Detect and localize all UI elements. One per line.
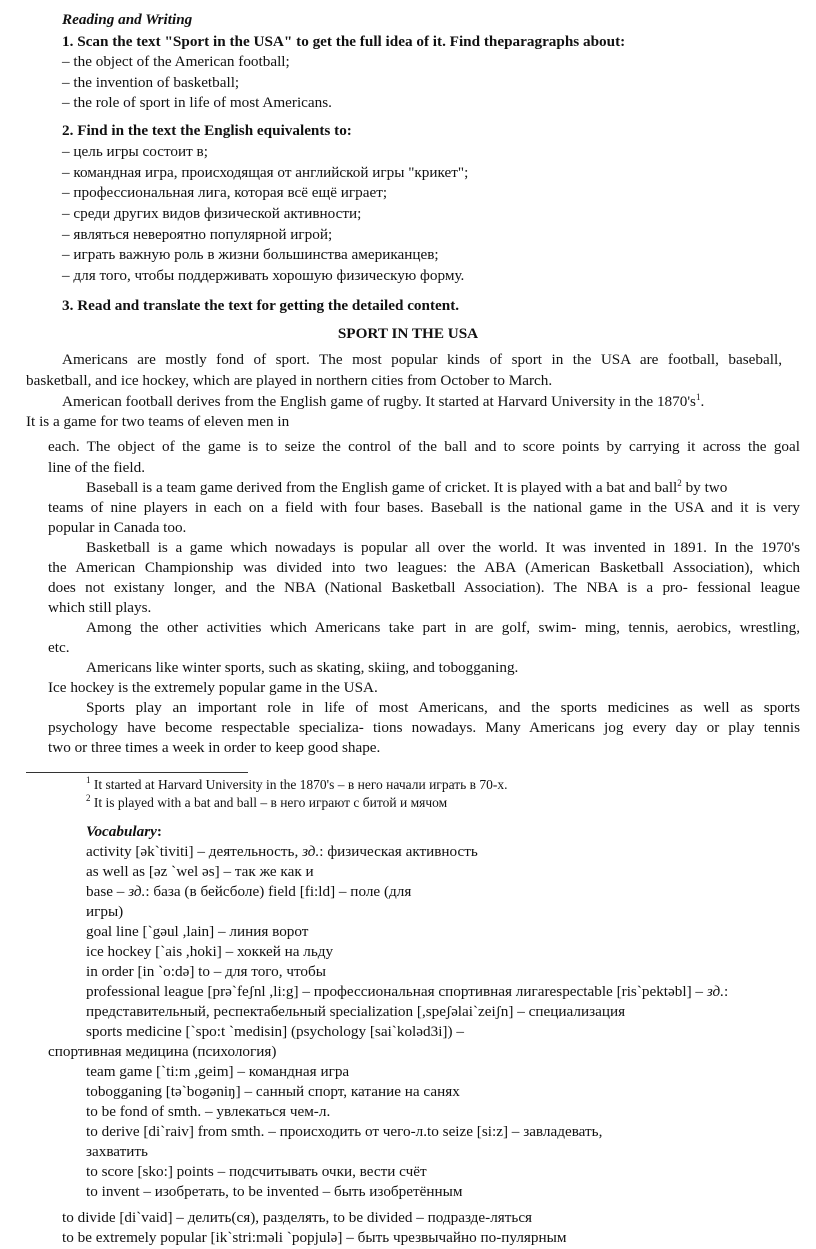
vocab-line — [86, 982, 728, 1002]
vocab-line: to be fond of smth. – увлекаться чем-л. — [86, 1103, 331, 1120]
vocab-line: as well as [əz `wel əs] – так же как и — [86, 863, 314, 880]
article-line: psychology have become respectable specializa- tions nowadays. Many Americans jog every day or play tennis — [48, 719, 800, 736]
vocab-line: спортивная медицина (психология) — [48, 1043, 277, 1060]
vocab-line — [86, 842, 478, 862]
vocab-line: to be extremely popular [ik`stri:məli `popjulə] – быть чрезвычайно по-пулярным — [62, 1229, 567, 1246]
footnote — [86, 775, 508, 795]
article-line: basketball, and ice hockey, which are played in northern cities from October to March. — [26, 372, 553, 389]
task-2-heading: 2. Find in the text the English equivalents to: — [62, 122, 352, 139]
article-line — [62, 392, 704, 412]
task-3-heading: 3. Read and translate the text for getting the detailed content. — [62, 297, 460, 314]
vocab-line: ice hockey [`ais ,hoki] – хоккей на льду — [86, 943, 334, 960]
footnote-mark: 2 — [86, 793, 91, 803]
task-1-item: – the invention of basketball; — [62, 74, 240, 91]
article-line: the American Championship was divided into two leagues: the ABA (American Basketball Association), which — [48, 559, 800, 576]
footnote — [86, 793, 447, 813]
section-title: Reading and Writing — [62, 11, 193, 28]
footnote-rule — [26, 772, 248, 773]
article-line: Sports play an important role in life of most Americans, and the sports medicines as well as sports — [86, 699, 800, 716]
vocab-abbrev: зд. — [706, 983, 725, 1000]
vocab-line: to derive [di`raiv] from smth. – происходить от чего-л.to seize [si:z] – завладевать, — [86, 1123, 603, 1140]
article-text: . — [700, 393, 705, 410]
vocabulary-title-colon: : — [156, 823, 162, 840]
article-text: Baseball is a team game derived from the English game of cricket. It is played with a bat and ball — [86, 479, 678, 496]
vocab-line: представительный, респектабельный specialization [,speʃəlai`zeiʃn] – специализация — [86, 1003, 626, 1020]
task-2-item: – играть важную роль в жизни большинства американцев; — [62, 246, 439, 263]
vocab-line: to divide [di`vaid] – делить(ся), разделять, to be divided – подразде-ляться — [62, 1209, 533, 1226]
vocab-text: : физическая активность — [319, 843, 478, 860]
task-2-item: – профессиональная лига, которая всё ещё играет; — [62, 184, 388, 201]
article-line: Americans like winter sports, such as skating, skiing, and tobogganing. — [86, 659, 519, 676]
vocab-line: tobogganing [tə`bogəniŋ] – санный спорт, катание на санях — [86, 1083, 460, 1100]
article-line: teams of nine players in each on a field with four bases. Baseball is the national game in the USA and it is very — [48, 499, 800, 516]
article-line: Among the other activities which Americans take part in are golf, swim- ming, tennis, aerobics, wrestling, — [86, 619, 800, 636]
article-title: SPORT IN THE USA — [337, 325, 479, 342]
vocab-line — [86, 882, 411, 902]
article-line — [86, 478, 727, 498]
task-2-item: – для того, чтобы поддерживать хорошую физическую форму. — [62, 267, 465, 284]
task-1-item: – the role of sport in life of most Americans. — [62, 94, 332, 111]
task-1-item: – the object of the American football; — [62, 53, 290, 70]
article-line: It is a game for two teams of eleven men in — [26, 413, 290, 430]
article-line: each. The object of the game is to seize the control of the ball and to score points by carrying it across the goal — [48, 438, 800, 455]
article-line: line of the field. — [48, 459, 145, 476]
article-line: Americans are mostly fond of sport. The most popular kinds of sport in the USA are football, baseball, — [62, 351, 782, 368]
vocab-line: игры) — [86, 903, 124, 920]
vocab-abbrev: зд. — [128, 883, 146, 900]
article-line: two or three times a week in order to keep good shape. — [48, 739, 381, 756]
article-line: which still plays. — [48, 599, 152, 616]
footnote-text: It is played with a bat and ball – в него играют с битой и мячом — [90, 795, 448, 810]
vocabulary-title-text: Vocabulary — [86, 823, 157, 840]
footnote-text: It started at Harvard University in the 1870's – в него начали играть в 70-х. — [90, 777, 508, 792]
vocab-abbrev: зд. — [302, 843, 320, 860]
task-2-item: – являться невероятно популярной игрой; — [62, 226, 333, 243]
vocab-line: to score [sko:] points – подсчитывать очки, вести счёт — [86, 1163, 427, 1180]
footnote-ref-2: 2 — [677, 478, 682, 488]
vocab-line: in order [in `o:də] to – для того, чтобы — [86, 963, 326, 980]
vocab-text: activity [ək`tiviti] – деятельность, — [86, 843, 303, 860]
vocab-line: to invent – изобретать, to be invented – быть изобретённым — [86, 1183, 463, 1200]
task-2-item: – среди других видов физической активности; — [62, 205, 362, 222]
article-line: does not existany longer, and the NBA (National Basketball Association). The NBA is a pro- fessional league — [48, 579, 800, 596]
vocab-line: goal line [`gəul ,lain] – линия ворот — [86, 923, 309, 940]
vocab-line: team game [`ti:m ,geim] – командная игра — [86, 1063, 350, 1080]
task-2-item: – цель игры состоит в; — [62, 143, 208, 160]
vocab-text: professional league [prə`feʃnl ,li:g] – профессиональная спортивная лигаrespectable [ris`pektəbl] – — [86, 983, 707, 1000]
article-line: etc. — [48, 639, 70, 656]
vocab-text: : база (в бейсболе) field [fi:ld] – поле (для — [145, 883, 412, 900]
article-text: by two — [681, 479, 728, 496]
vocab-text: : — [724, 983, 729, 1000]
task-2-item: – командная игра, происходящая от английской игры "крикет"; — [62, 164, 469, 181]
footnote-mark: 1 — [86, 775, 91, 785]
article-line: Basketball is a game which nowadays is popular all over the world. It was invented in 1891. In the 1970's — [86, 539, 800, 556]
article-line: popular in Canada too. — [48, 519, 187, 536]
vocabulary-title — [86, 822, 162, 842]
article-text: American football derives from the English game of rugby. It started at Harvard University in the 1870's — [62, 393, 696, 410]
vocab-line: sports medicine [`spo:t `medisin] (psychology [sai`koləd3i]) – — [86, 1023, 464, 1040]
article-line: Ice hockey is the extremely popular game in the USA. — [48, 679, 378, 696]
vocab-text: base – — [86, 883, 129, 900]
vocab-line: захватить — [86, 1143, 148, 1160]
task-1-heading: 1. Scan the text "Sport in the USA" to get the full idea of it. Find theparagraphs about: — [62, 33, 626, 50]
footnote-ref-1: 1 — [695, 392, 701, 402]
